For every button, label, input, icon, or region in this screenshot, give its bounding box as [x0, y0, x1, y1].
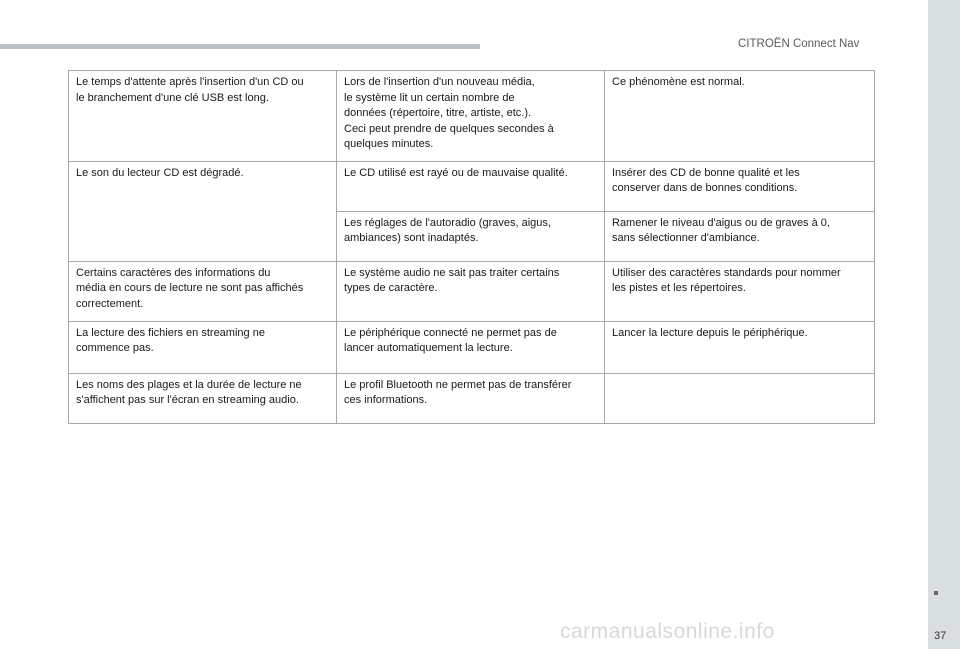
problem-cell: Le temps d'attente après l'insertion d'un CD ou le branchement d'une clé USB est long. — [69, 71, 337, 162]
cause-cell: Lors de l'insertion d'un nouveau média, le système lit un certain nombre de données (répertoire, titre, artiste, etc.). Ceci peut prendre de quelques secondes à quelques minutes. — [337, 71, 605, 162]
cause-cell: Le périphérique connecté ne permet pas de lancer automatiquement la lecture. — [337, 321, 605, 373]
cause-cell: Le CD utilisé est rayé ou de mauvaise qualité. — [337, 161, 605, 211]
cause-cell: Le système audio ne sait pas traiter certains types de caractère. — [337, 261, 605, 321]
page-header-title: CITROËN Connect Nav — [738, 38, 860, 50]
table-row — [69, 261, 875, 321]
problem-cell: Les noms des plages et la durée de lecture ne s'affichent pas sur l'écran en streaming audio. — [69, 373, 337, 423]
table-row — [69, 321, 875, 373]
solution-cell: Lancer la lecture depuis le périphérique. — [605, 321, 875, 373]
page-number: 37 — [934, 630, 947, 642]
solution-cell: Utiliser des caractères standards pour nommer les pistes et les répertoires. — [605, 261, 875, 321]
header-rule — [0, 44, 480, 49]
problem-cell: Certains caractères des informations du média en cours de lecture ne sont pas affichés correctement. — [69, 261, 337, 321]
solution-cell: Ramener le niveau d'aigus ou de graves à 0, sans sélectionner d'ambiance. — [605, 211, 875, 261]
problem-cell: La lecture des fichiers en streaming ne commence pas. — [69, 321, 337, 373]
page-marker-square — [934, 591, 938, 595]
troubleshooting-table — [68, 70, 875, 424]
watermark: carmanualsonline.info — [560, 620, 775, 643]
problem-cell: Le son du lecteur CD est dégradé. — [69, 161, 337, 261]
solution-cell — [605, 373, 875, 423]
cause-cell: Les réglages de l'autoradio (graves, aigus, ambiances) sont inadaptés. — [337, 211, 605, 261]
table-row — [69, 373, 875, 423]
solution-cell: Insérer des CD de bonne qualité et les conserver dans de bonnes conditions. — [605, 161, 875, 211]
cause-cell: Le profil Bluetooth ne permet pas de transférer ces informations. — [337, 373, 605, 423]
page-edge-strip — [928, 0, 960, 649]
solution-cell: Ce phénomène est normal. — [605, 71, 875, 162]
table-row — [69, 71, 875, 162]
table-row — [69, 161, 875, 211]
